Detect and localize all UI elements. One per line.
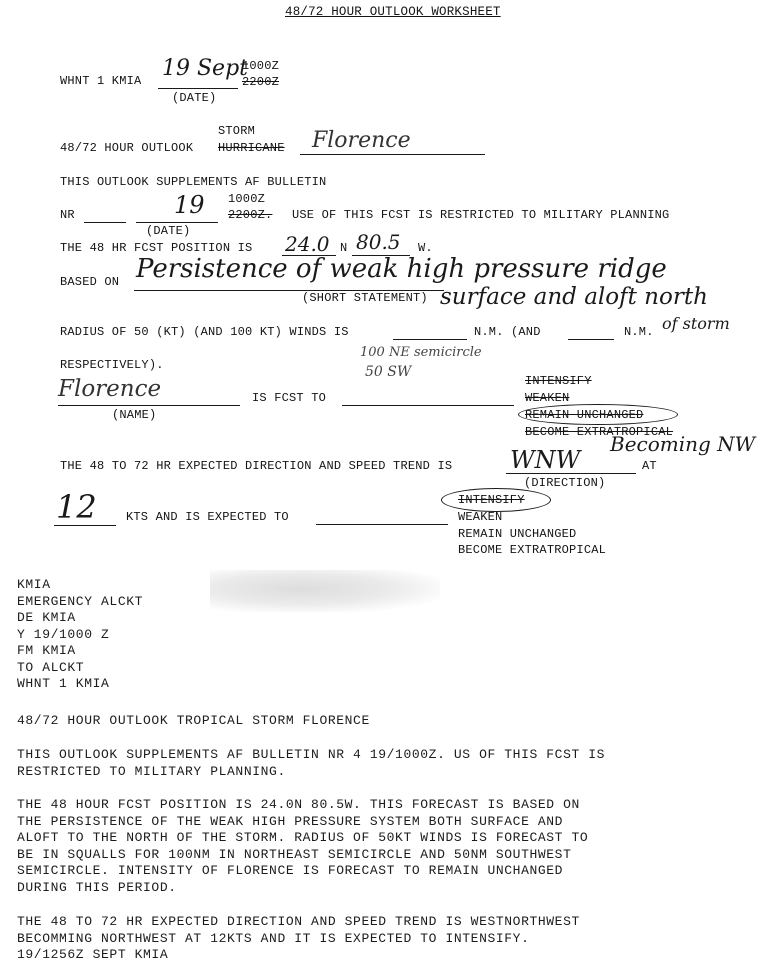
name-label: (NAME) [112,408,157,422]
becoming-handwritten: Becoming NW [610,432,756,456]
header-line: DE KMIA [17,610,76,625]
date-handwritten: 19 Sept [162,56,249,81]
nr-date-handwritten: 19 [174,191,205,219]
paragraph-line: THIS OUTLOOK SUPPLEMENTS AF BULLETIN NR 4 19/1000Z. US OF THIS FCST IS [17,747,606,762]
message-header [17,577,143,693]
radius-handwritten-line1: 100 NE semicircle [360,345,482,360]
radius-blank-1 [393,339,467,340]
date-label: (DATE) [172,91,217,105]
nr-label: NR [60,208,75,222]
header-line: WHNT 1 KMIA [17,676,110,691]
option2-become-extratropical: BECOME EXTRATROPICAL [458,543,607,557]
option2-remain-unchanged: REMAIN UNCHANGED [458,527,577,541]
paragraph-line: 19/1256Z SEPT KMIA [17,947,169,962]
radius-blank-2 [568,339,614,340]
is-fcst-to-label: IS FCST TO [252,391,327,405]
respectively-label: RESPECTIVELY). [60,358,164,372]
fcst-to-blank [342,405,514,406]
speed-handwritten: 12 [56,488,97,526]
paragraph-line: SEMICIRCLE. INTENSITY OF FLORENCE IS FORECAST TO REMAIN UNCHANGED [17,863,564,878]
expected-to-blank [316,524,448,525]
option1-selection-circle [518,404,678,425]
header-line: Y 19/1000 Z [17,626,110,642]
option1-weaken: WEAKEN [525,391,570,405]
message-paragraph-3 [17,914,580,964]
restricted-text: USE OF THIS FCST IS RESTRICTED TO MILITARY PLANNING [292,208,670,222]
header-line: EMERGENCY ALCKT [17,593,144,609]
option1-intensify: INTENSIFY [525,374,592,388]
position-prefix: THE 48 HR FCST POSITION IS [60,241,253,255]
based-on-handwritten-line3: of storm [662,314,730,333]
nm-and-label: N.M. (AND [474,325,541,339]
storm-word: STORM [218,124,256,138]
option2-intensify: INTENSIFY [458,493,525,507]
nr-blank [84,222,126,223]
date-blank [158,88,238,89]
option1-remain-unchanged-text: REMAIN UNCHANGED [525,408,644,422]
header-line: TO ALCKT [17,659,85,675]
header-line: KMIA [17,577,51,592]
w-label: W. [418,241,433,255]
message-subject: 48/72 HOUR OUTLOOK TROPICAL STORM FLORENCE [17,713,370,728]
option2-weaken: WEAKEN [458,510,503,524]
latitude-handwritten: 24.0 [285,232,330,256]
storm-name-handwritten: Florence [312,128,411,153]
paragraph-line: DURING THIS PERIOD. [17,879,177,895]
message-paragraph-1 [17,747,605,780]
at-label: AT [642,459,657,473]
based-on-label: BASED ON [60,275,120,289]
header-line: FM KMIA [17,643,76,658]
nr-date-blank [136,222,218,223]
paragraph-line: RESTRICTED TO MILITARY PLANNING. [17,763,286,779]
paragraph-line: BECOMMING NORTHWEST AT 12KTS AND IT IS EXPECTED TO INTENSIFY. [17,930,530,946]
hurricane-struck: HURRICANE [218,141,285,155]
longitude-handwritten: 80.5 [356,230,401,254]
time-top: 1000Z [242,59,280,73]
based-on-handwritten-line2: surface and aloft north [440,284,708,310]
whnt-prefix: WHNT 1 KMIA [60,74,142,88]
direction-handwritten: WNW [510,446,581,474]
nr-time-struck: 2200Z. [228,208,273,222]
supplements-text: THIS OUTLOOK SUPPLEMENTS AF BULLETIN [60,175,327,189]
name-handwritten: Florence [58,376,162,402]
n-label: N [340,241,348,255]
speed-blank [54,525,116,526]
paragraph-line: BE IN SQUALLS FOR 100NM IN NORTHEAST SEMICIRCLE AND 50NM SOUTHWEST [17,846,572,862]
paragraph-line: THE PERSISTENCE OF THE WEAK HIGH PRESSURE SYSTEM BOTH SURFACE AND [17,813,564,829]
nr-time-top: 1000Z [228,192,266,206]
radius-text: RADIUS OF 50 (KT) (AND 100 KT) WINDS IS [60,325,349,339]
short-statement-label: (SHORT STATEMENT) [302,291,428,305]
option1-become-extratropical: BECOME EXTRATROPICAL [525,425,674,439]
time-struck: 2200Z [242,75,280,89]
kts-text: KTS AND IS EXPECTED TO [126,510,289,524]
direction-label: (DIRECTION) [524,476,606,490]
paragraph-line: THE 48 HOUR FCST POSITION IS 24.0N 80.5W. THIS FORECAST IS BASED ON [17,797,580,812]
nm-end-label: N.M. [624,325,654,339]
direction-prefix: THE 48 TO 72 HR EXPECTED DIRECTION AND SPEED TREND IS [60,459,453,473]
worksheet-title: 48/72 HOUR OUTLOOK WORKSHEET [285,5,501,19]
based-on-handwritten-line1: Persistence of weak high pressure ridge [136,254,667,284]
direction-blank [506,473,636,474]
paragraph-line: ALOFT TO THE NORTH OF THE STORM. RADIUS OF 50KT WINDS IS FORECAST TO [17,830,589,845]
option2-selection-circle [441,488,551,512]
radius-handwritten-line2: 50 SW [365,364,412,380]
paragraph-line: THE 48 TO 72 HR EXPECTED DIRECTION AND SPEED TREND IS WESTNORTHWEST [17,914,580,929]
nr-date-label: (DATE) [146,224,191,238]
name-blank [58,405,240,406]
message-paragraph-2 [17,797,588,896]
paper-smudge [210,570,440,612]
outlook-prefix: 48/72 HOUR OUTLOOK [60,141,194,155]
storm-name-blank [300,154,485,155]
